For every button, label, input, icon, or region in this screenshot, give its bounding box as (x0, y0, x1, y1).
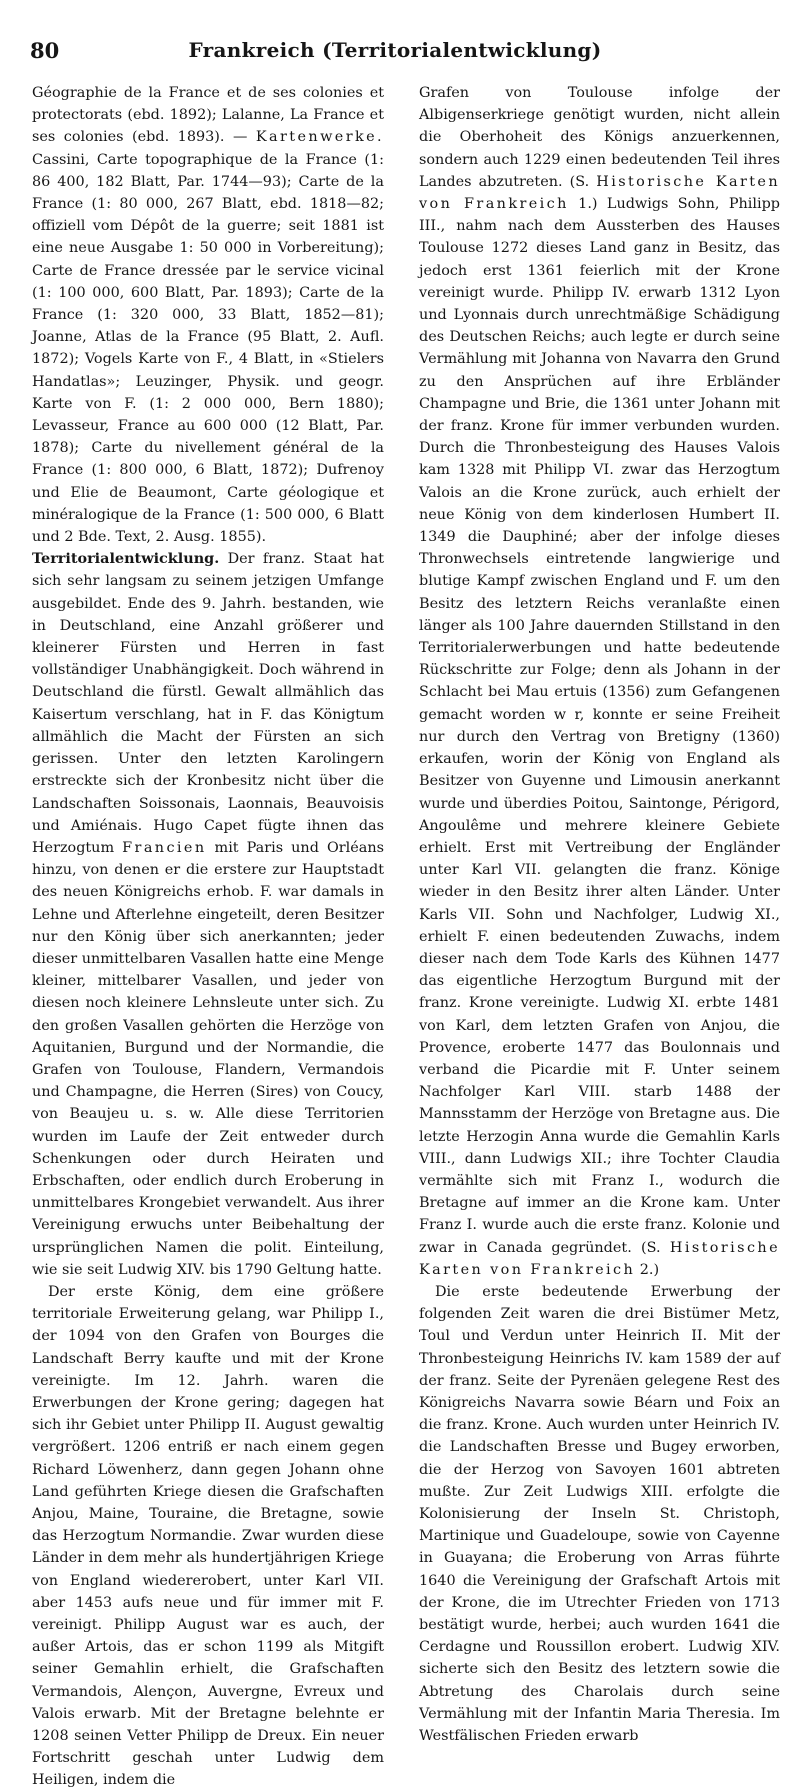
paragraph-later-acquisitions: Die erste bedeutende Erwerbung der folgenden Zeit waren die drei Bistümer Metz, Toul und Verdun unter Heinrich II. Mit der Thronbesteigung Heinrichs IV. kam 1589 der auf der franz. Seite der Pyrenäen gelegene Rest des Königreichs Navarra sowie Béarn und Foix an die franz. Krone. Auch wurden unter Heinrich IV. die Landschaften Bresse und Bugey erworben, die der Herzog von Savoyen 1601 abtreten mußte. Zur Zeit Ludwigs XIII. erfolgte die Kolonisierung der Inseln St. Christoph, Martinique und Guadeloupe, sowie von Cayenne in Guayana; die Eroberung von Arras führte 1640 die Vereinigung der Grafschaft Artois mit der Krone, die im Utrechter Frieden von 1713 bestätigt wurde, herbei; auch wurden 1641 die Cerdagne und Roussillon erobert. Ludwig XIV. sicherte sich den Besitz des letztern sowie die Abtretung des Charolais durch seine Vermählung mit der Infantin Maria Theresia. Im Westfälischen Frieden erwarb (419, 1283, 780, 1745)
right-column (419, 82, 780, 1747)
keyword-kartenwerke: Kartenwerke. (255, 129, 384, 146)
page-number: 80 (30, 38, 60, 63)
keyword-francien: Francien (122, 839, 207, 856)
running-head: Frankreich (Territorialentwicklung) (188, 38, 602, 62)
paragraph-continuation: Grafen von Toulouse infolge der Albigenserkriege genötigt wurden, nicht allein die Oberhoheit des Königs anzuerkennen, sondern auch 1229 einen bedeutenden Teil ihres Landes abzutreten. (S. Historische Karten von Frankreich 1.) Ludwigs Sohn, Philipp III., nahm nach dem Aussterben des Hauses Toulouse 1272 dieses Land ganz in Besitz, das jedoch erst 1361 feierlich mit der Krone vereinigt wurde. Philipp IV. erwarb 1312 Lyon und Lyonnais durch unrechtmäßige Schädigung des Deutschen Reichs; auch legte er durch seine Vermählung mit Johanna von Navarra den Grund zu den Ansprüchen auf ihre Erbländer Champagne und Brie, die 1361 unter Johann mit der franz. Krone für immer verbunden wurden. Durch die Thronbesteigung des Hauses Valois kam 1328 mit Philipp VI. zwar das Herzogtum Valois an die Krone zurück, auch erhielt der neue König von dem kinderlosen Humbert II. 1349 die Dauphiné; aber der infolge dieses Thronwechsels eintretende langwierige und blutige Kampf zwischen England und F. um den Besitz des letztern Reichs veranlaßte einen länger als 100 Jahre dauernden Stillstand in den Territorialerwerbungen und hatte bedeutende Rückschritte zur Folge; denn als Johann in der Schlacht bei Mau ertuis (1356) zum Gefangenen gemacht worden w r, konnte er seine Freiheit nur durch den Vertrag von Bretigny (1360) erkaufen, worin der König von England als Besitzer von Guyenne und Limousin anerkannt wurde und überdies Poitou, Saintonge, Périgord, Angoulême und mehrere kleinere Gebiete erhielt. Erst mit Vertreibung der Engländer unter Karl VII. gelangten die franz. Könige wieder in den Besitz ihrer alten Länder. Unter Karls VII. Sohn und Nachfolger, Ludwig XI., erhielt F. einen bedeutenden Zuwachs, indem dieser nach dem Tode Karls des Kühnen 1477 das eigentliche Herzogtum Burgund mit der franz. Krone vereinigte. Ludwig XI. erbte 1481 von Karl, dem letzten Grafen von Anjou, die Provence, eroberte 1477 das Boulonnais und verband die Picardie mit F. Unter seinem Nachfolger Karl VIII. starb 1488 der Mannsstamm der Herzöge von Bretagne aus. Die letzte Herzogin Anna wurde die Gemahlin Karls VIII., dann Ludwigs XII.; ihre Tochter Claudia vermählte sich mit Franz I., wodurch die Bretagne auf immer an die Krone kam. Unter Franz I. wurde auch die erste franz. Kolonie und zwar in Canada gegründet. (S. Historische Karten von Frankreich 2.) (419, 85, 780, 1278)
paragraph-territorialentwicklung: Territorialentwicklung. Der franz. Staat hat sich sehr langsam zu seinem jetzigen Umfange ausgebildet. Ende des 9. Jahrh. bestanden, wie in Deutschland, eine Anzahl größerer und kleinerer Fürsten und Herren in fast vollständiger Unabhängigkeit. Doch während in Deutschland die fürstl. Gewalt allmählich das Kaisertum verschlang, hat in F. das Königtum allmählich die Macht der Fürsten an sich gerissen. Unter den letzten Karolingern erstreckte sich der Kronbesitz nicht über die Landschaften Soissonais, Laonnais, Beauvoisis und Amiénais. Hugo Capet fügte ihnen das Herzogtum Francien mit Paris und Orléans hinzu, von denen er die erstere zur Hauptstadt des neuen Königreichs erhob. F. war damals in Lehne und Afterlehne eingeteilt, deren Besitzer nur den König über sich anerkannten; jeder dieser unmittelbaren Vasallen hatte eine Menge kleiner, mittelbarer Vasallen, und jeder von diesen noch kleinere Lehnsleute unter sich. Zu den großen Vasallen gehörten die Herzöge von Aquitanien, Burgund und der Normandie, die Grafen von Toulouse, Flandern, Vermandois und Champagne, die Herren (Sires) von Coucy, von Beaujeu u. s. w. Alle diese Territorien wurden im Laufe der Zeit entweder durch Schenkungen oder durch Heiraten und Erbschaften, oder endlich durch Eroberung in unmittelbares Krongebiet verwandelt. Aus ihrer Vereinigung erwuchs unter Beibehaltung der ursprünglichen Namen die polit. Einteilung, wie sie seit Ludwig XIV. bis 1790 Geltung hatte. (32, 550, 384, 1278)
reference-historische-karten-2: Historische Karten von Frankreich (419, 1239, 780, 1278)
left-column (32, 82, 384, 1792)
page-header (30, 38, 760, 78)
paragraph-first-king: Der erste König, dem eine größere territoriale Erweiterung gelang, war Philipp I., der 1094 von den Grafen von Bourges die Landschaft Berry kaufte und mit der Krone vereinigte. Im 12. Jahrh. waren die Erwerbungen der Krone gering; dagegen hat sich ihr Gebiet unter Philipp II. August gewaltig vergrößert. 1206 entriß er nach einem gegen Richard Löwenherz, dann gegen Johann ohne Land geführten Kriege diesen die Grafschaften Anjou, Maine, Touraine, die Bretagne, sowie das Herzogtum Normandie. Zwar wurden diese Länder in dem mehr als hundertjährigen Kriege von England wiedererobert, unter Karl VII. aber 1453 aufs neue und für immer mit F. vereinigt. Philipp August war es auch, der außer Artois, das er schon 1199 als Mitgift seiner Gemahlin erhielt, die Grafschaften Vermandois, Alençon, Auvergne, Evreux und Valois erwarb. Mit der Bretagne belehnte er 1208 seinen Vetter Philipp de Dreux. Ein neuer Fortschritt geschah unter Ludwig dem Heiligen, indem die (32, 1283, 384, 1789)
section-heading: Territorialentwicklung. (32, 550, 220, 568)
reference-historische-karten-1: Historische Karten von Frankreich (419, 173, 780, 213)
paragraph-literature: Géographie de la France et de ses colonies et protectorats (ebd. 1892); Lalanne, La France et ses colonies (ebd. 1893). — Kartenwerke. Cassini, Carte topographique de la France (1: 86 400, 182 Blatt, Par. 1744—93); Carte de la France (1: 80 000, 267 Blatt, ebd. 1818—82; offiziell vom Dépôt de la guerre; seit 1881 ist eine neue Ausgabe 1: 50 000 in Vorbereitung); Carte de France dressée par le service vicinal (1: 100 000, 600 Blatt, Par. 1893); Carte de la France (1: 320 000, 33 Blatt, 1852—81); Joanne, Atlas de la France (95 Blatt, 2. Aufl. 1872); Vogels Karte von F., 4 Blatt, in «Stielers Handatlas»; Leuzinger, Physik. und geogr. Karte von F. (1: 2 000 000, Bern 1880); Levasseur, France au 600 000 (12 Blatt, Par. 1878); Carte du nivellement général de la France (1: 800 000, 6 Blatt, 1872); Dufrenoy und Elie de Beaumont, Carte géologique et minéralogique de la France (1: 500 000, 6 Blatt und 2 Bde. Text, 2. Ausg. 1855). (32, 85, 384, 546)
